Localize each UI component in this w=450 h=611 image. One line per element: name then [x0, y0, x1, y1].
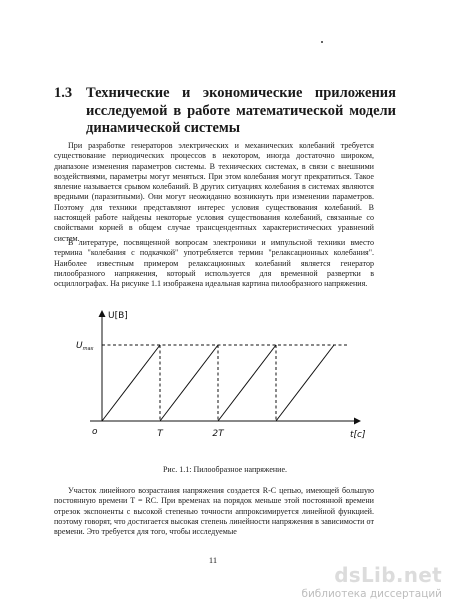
stray-dot [321, 41, 323, 43]
origin-label: o [92, 427, 98, 437]
sawtooth-figure [70, 303, 390, 458]
x-axis-label: t[c] [350, 430, 366, 440]
watermark [301, 563, 448, 609]
section-title: Технические и экономические приложения исследуемой в работе математической модели динамической системы [86, 85, 396, 136]
section-number: 1.3 [54, 85, 73, 101]
sawtooth-ramp-line [160, 345, 218, 421]
umax-label: $U_{max}$ [76, 341, 94, 352]
paragraph-2: В литературе, посвященной вопросам электроники и импульсной техники вместо термина "колебания с подкачкой" употребляется термин "релаксационных колебания". Наиболее известным примером релаксационных колебаний является генератор пилообразного напряжения, который используется для временной развертки в осциллографах. На рисунке 1.1 изображена идеальная картина пилообразного напряжения. [54, 238, 374, 289]
paragraph-1: При разработке генераторов электрических и механических колебаний требуется существование периодических процессов в некотором, иногда достаточно широком, диапазоне изменения параметров системы. В технических системах, в связи с внешними воздействиями, параметры могут меняться. При этом колебания могут прекратиться. Такое явление называется срывом колебаний. В других ситуациях колебания в системах являются вредными (паразитными). Они могут неожиданно возникнуть при изменении параметров. Поэтому для техники представляют интерес условия существования колебаний. В настоящей работе найдены некоторые условия существования колебаний, связанные со свойствами корней в общем случае трансцендентных характеристических уравнений систем. [54, 141, 374, 243]
sawtooth-ramp-line [102, 345, 160, 421]
page-number: 11 [208, 555, 218, 565]
sawtooth-ramp-line [276, 345, 334, 421]
y-axis-label: U[B] [108, 311, 128, 321]
x-tick-label: T [157, 429, 163, 439]
watermark-logo: dsLib.net [334, 563, 442, 587]
sawtooth-chart [70, 303, 390, 453]
figure-caption: Рис. 1.1: Пилообразное напряжение. [162, 465, 288, 474]
watermark-subtitle: библиотека диссертаций [301, 588, 442, 600]
sawtooth-ramp-line [218, 345, 276, 421]
x-tick-label: 2T [212, 429, 224, 439]
paragraph-3: Участок линейного возрастания напряжения создается R-C цепью, имеющей большую постоянную времени T = RC. При временах на порядок меньше этой постоянной времени отрезок экспоненты с высокой степенью точности аппроксимируется линейной функцией. поэтому говорят, что достигается высокая степень линейности напряжения в зависимости от времени. Это требуется для того, чтобы исследуемые [54, 486, 374, 537]
